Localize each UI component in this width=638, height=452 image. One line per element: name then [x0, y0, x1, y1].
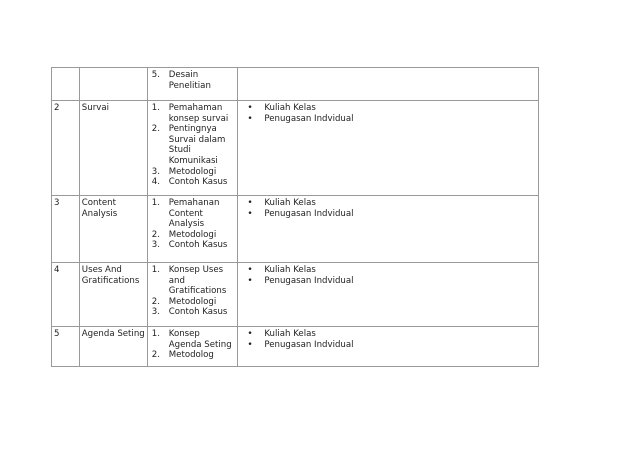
bullet-icon: •	[247, 103, 253, 113]
material-item	[150, 329, 236, 350]
topic-text: Survai	[81, 103, 109, 113]
material-item	[150, 167, 236, 178]
methods-cell	[238, 196, 539, 263]
method-text: Penugasan Indvidual	[264, 208, 354, 219]
material-text: Pemahanan Content Analysis	[168, 198, 220, 230]
method-text: Kuliah Kelas	[264, 265, 316, 275]
row-number-cell	[52, 327, 80, 367]
topic-cell	[79, 263, 147, 327]
material-number: 3.	[151, 307, 160, 318]
materials-list	[150, 265, 236, 318]
methods-cell	[238, 68, 539, 101]
material-text: Metodolog	[168, 350, 214, 361]
material-text: Konsep Uses and Gratifications	[168, 265, 227, 297]
material-text: Pentingnya Survai dalam Studi Komunikasi	[168, 124, 226, 166]
topic-cell	[79, 101, 147, 196]
bullet-icon: •	[247, 198, 253, 208]
methods-list	[240, 265, 536, 286]
row-number-cell	[52, 263, 80, 327]
row-number: 2	[54, 103, 60, 113]
material-text: Metodologi	[168, 296, 217, 307]
row-number-cell	[52, 68, 80, 101]
methods-list	[240, 329, 536, 350]
material-item	[150, 70, 236, 91]
bullet-icon: •	[247, 339, 253, 350]
bullet-icon: •	[247, 113, 253, 124]
topic-cell	[79, 196, 147, 263]
table-row	[52, 68, 539, 101]
material-item	[150, 350, 236, 361]
material-number: 2.	[151, 296, 160, 307]
table-row	[52, 196, 539, 263]
material-item	[150, 103, 236, 124]
material-item	[150, 307, 236, 318]
material-number: 1.	[151, 198, 160, 208]
material-number: 5.	[151, 70, 160, 80]
material-number: 3.	[151, 240, 160, 251]
material-item	[150, 124, 236, 166]
bullet-icon: •	[247, 265, 253, 275]
topic-text: Uses And Gratifications	[81, 265, 140, 286]
material-text: Contoh Kasus	[168, 307, 228, 318]
syllabus-table	[51, 67, 539, 367]
material-item	[150, 198, 236, 230]
methods-cell	[238, 263, 539, 327]
method-item	[240, 329, 536, 340]
materials-cell	[147, 101, 238, 196]
method-item	[240, 340, 536, 351]
method-item	[240, 209, 536, 220]
material-text: Desain Penelitian	[168, 70, 211, 91]
material-item	[150, 177, 236, 188]
material-item	[150, 240, 236, 251]
method-text: Kuliah Kelas	[264, 198, 316, 208]
material-item	[150, 265, 236, 297]
material-number: 3.	[151, 166, 160, 177]
materials-list	[150, 103, 236, 188]
bullet-icon: •	[247, 329, 253, 339]
row-number-cell	[52, 101, 80, 196]
materials-cell	[147, 196, 238, 263]
method-text: Penugasan Indvidual	[264, 113, 354, 124]
material-item	[150, 297, 236, 308]
method-item	[240, 198, 536, 209]
material-number: 2.	[151, 124, 160, 135]
materials-cell	[147, 68, 238, 101]
material-number: 2.	[151, 350, 160, 361]
material-number: 1.	[151, 329, 160, 339]
syllabus-table-body	[52, 68, 539, 367]
method-text: Penugasan Indvidual	[264, 339, 354, 350]
method-item	[240, 265, 536, 276]
materials-cell	[147, 327, 238, 367]
table-row	[52, 263, 539, 327]
row-number: 4	[54, 265, 60, 275]
material-text: Konsep Agenda Seting	[168, 329, 232, 350]
material-text: Metodologi	[168, 166, 217, 177]
row-number: 3	[54, 198, 60, 208]
method-text: Kuliah Kelas	[264, 103, 316, 113]
table-row	[52, 327, 539, 367]
method-item	[240, 276, 536, 287]
table-row	[52, 101, 539, 196]
method-text: Penugasan Indvidual	[264, 275, 354, 286]
method-item	[240, 114, 536, 125]
materials-cell	[147, 263, 238, 327]
material-item	[150, 230, 236, 241]
row-number-cell	[52, 196, 80, 263]
topic-text: Content Analysis	[81, 198, 118, 219]
row-number: 5	[54, 329, 60, 339]
material-text: Contoh Kasus	[168, 177, 228, 188]
method-item	[240, 103, 536, 114]
material-text: Contoh Kasus	[168, 240, 228, 251]
material-number: 1.	[151, 265, 160, 275]
methods-cell	[238, 101, 539, 196]
material-number: 1.	[151, 103, 160, 113]
material-text: Pemahaman konsep survai	[168, 103, 229, 124]
bullet-icon: •	[247, 208, 253, 219]
topic-cell	[79, 68, 147, 101]
methods-cell	[238, 327, 539, 367]
materials-list	[150, 198, 236, 251]
material-number: 4.	[151, 177, 160, 188]
topic-cell	[79, 327, 147, 367]
topic-text: Agenda Seting	[81, 329, 145, 339]
bullet-icon: •	[247, 275, 253, 286]
methods-list	[240, 103, 536, 124]
material-number: 2.	[151, 229, 160, 240]
method-text: Kuliah Kelas	[264, 329, 316, 339]
materials-list	[150, 329, 236, 361]
materials-list	[150, 70, 236, 91]
methods-list	[240, 198, 536, 219]
material-text: Metodologi	[168, 229, 217, 240]
